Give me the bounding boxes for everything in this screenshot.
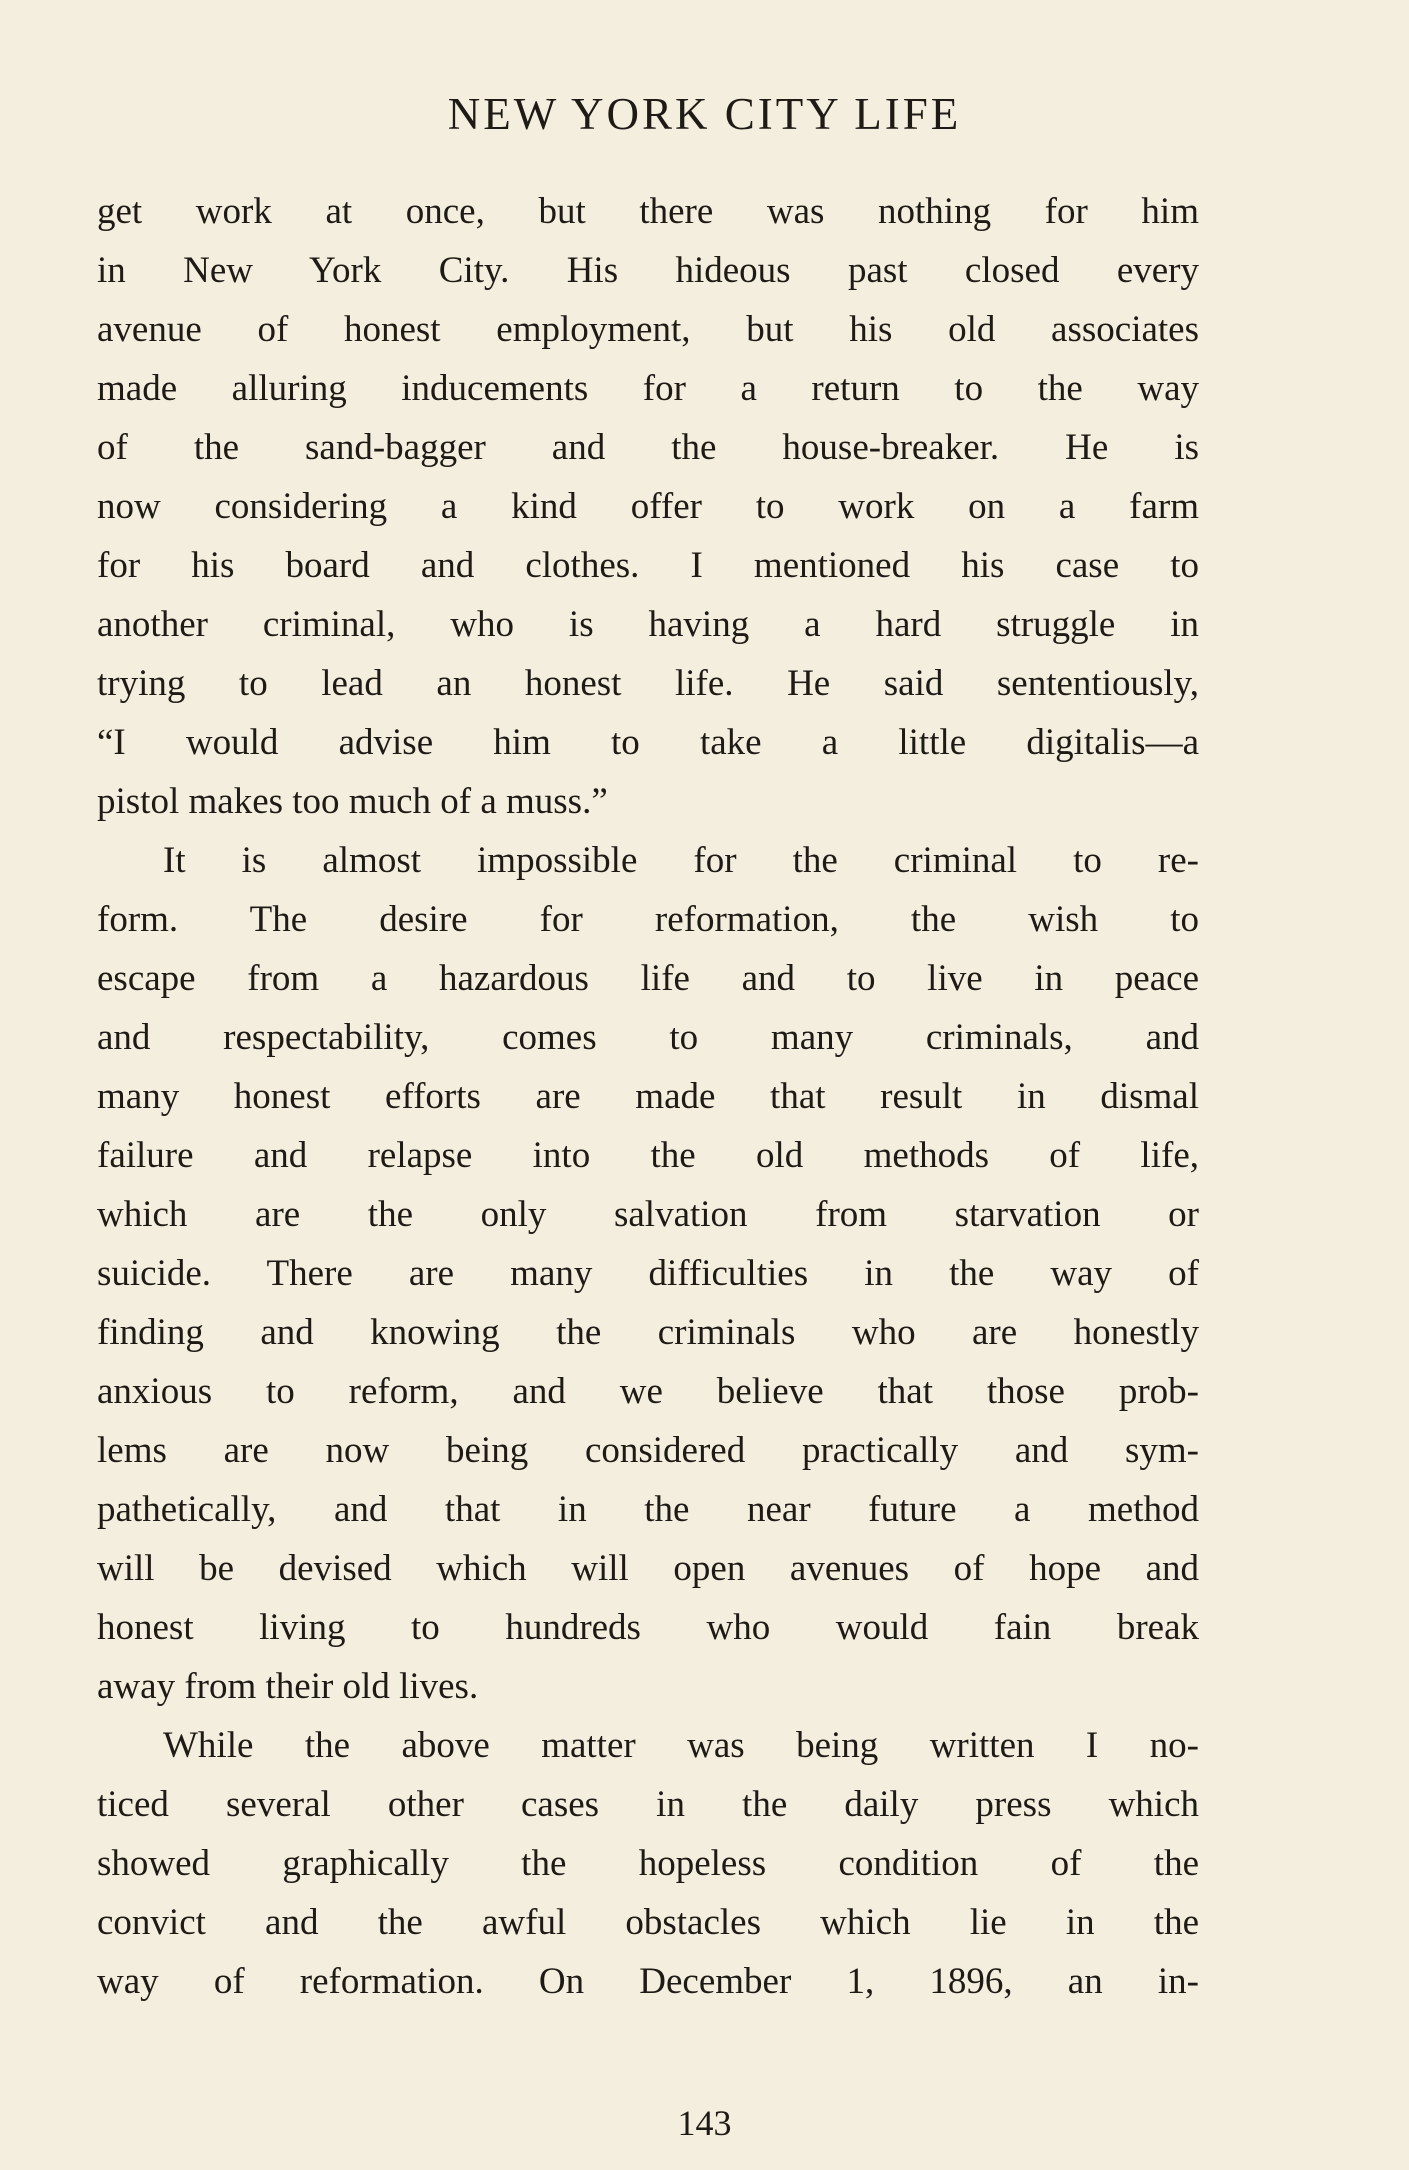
text-line: finding and knowing the criminals who are honestly [97, 1312, 1199, 1353]
text-line: and respectability, comes to many criminals, and [97, 1017, 1199, 1058]
text-line: ticed several other cases in the daily press which [97, 1784, 1199, 1825]
text-line: which are the only salvation from starvation or [97, 1194, 1199, 1235]
text-line: get work at once, but there was nothing for him [97, 191, 1199, 232]
text-line: of the sand-bagger and the house-breaker. He is [97, 427, 1199, 468]
text-line: “I would advise him to take a little digitalis—a [97, 722, 1199, 763]
text-line: It is almost impossible for the criminal to re- [163, 840, 1199, 881]
text-line: way of reformation. On December 1, 1896, an in- [97, 1961, 1199, 2002]
text-line: trying to lead an honest life. He said sententiously, [97, 663, 1199, 704]
text-line: form. The desire for reformation, the wish to [97, 899, 1199, 940]
text-line: now considering a kind offer to work on a farm [97, 486, 1199, 527]
text-line: for his board and clothes. I mentioned his case to [97, 545, 1199, 586]
text-line: lems are now being considered practically and sym- [97, 1430, 1199, 1471]
page-number: 143 [677, 2103, 732, 2143]
text-line: pathetically, and that in the near future a method [97, 1489, 1199, 1530]
text-line: convict and the awful obstacles which lie in the [97, 1902, 1199, 1943]
running-title: NEW YORK CITY LIFE [447, 89, 962, 139]
body-text [97, 182, 1199, 2011]
text-line: honest living to hundreds who would fain break [97, 1607, 1199, 1648]
text-line: will be devised which will open avenues of hope and [97, 1548, 1199, 1589]
text-line: showed graphically the hopeless condition of the [97, 1843, 1199, 1884]
text-line: failure and relapse into the old methods of life, [97, 1135, 1199, 1176]
text-line: escape from a hazardous life and to live in peace [97, 958, 1199, 999]
text-line: in New York City. His hideous past closed every [97, 250, 1199, 291]
text-line: avenue of honest employment, but his old associates [97, 309, 1199, 350]
text-line: made alluring inducements for a return to the way [97, 368, 1199, 409]
text-line: suicide. There are many difficulties in the way of [97, 1253, 1199, 1294]
text-line: another criminal, who is having a hard struggle in [97, 604, 1199, 645]
text-line: While the above matter was being written I no- [163, 1725, 1199, 1766]
text-line: many honest efforts are made that result in dismal [97, 1076, 1199, 1117]
text-line: away from their old lives. [97, 1666, 479, 1707]
text-line: anxious to reform, and we believe that those prob- [97, 1371, 1199, 1412]
text-line: pistol makes too much of a muss.” [97, 781, 608, 822]
